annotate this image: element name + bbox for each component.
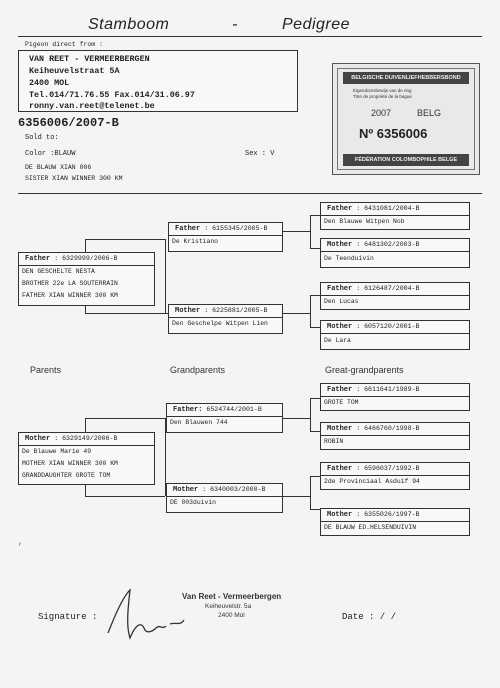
fm-name: Den Geschelpe Witpen Lien	[172, 320, 268, 327]
ff-name: De Kristiano	[172, 238, 219, 245]
stamp-name: Van Reet - Vermeerbergen	[182, 592, 282, 601]
mother-label: Mother	[25, 435, 51, 443]
owner-caption: Pigeon direct from :	[25, 41, 104, 48]
father-ring: : 6329999/2006-B	[54, 255, 118, 262]
mother-line-2: MOTHER XIAN WINNER 300 KM	[22, 460, 118, 467]
mf-name: Den Blauwen 744	[170, 419, 228, 426]
title-left: Stamboom	[88, 16, 170, 33]
sold-to-label: Sold to:	[25, 134, 59, 142]
header-divider	[18, 36, 482, 37]
mmm-box: Mother : 6355026/1997-B DE BLAUW ED.HELSENDUIVIN	[320, 508, 470, 536]
owner-email: ronny.van.reet@telenet.be	[29, 101, 155, 111]
mother-line-1: De Blauwe Marie 49	[22, 448, 92, 455]
ring-country: BELG	[417, 108, 442, 118]
fmm-box: Mother : 6057120/2001-B De Lara	[320, 320, 470, 350]
ring-certificate	[332, 63, 480, 175]
col-parents: Parents	[30, 365, 62, 375]
ring-top-banner: BELGISCHE DUIVENLIEFHEBBERSBOND	[343, 72, 469, 84]
father-line-2: BROTHER 22e LA SOUTERRAIN	[22, 280, 118, 287]
ffm-box: Mother : 6481302/2003-B De Teenduivin	[320, 238, 470, 268]
mother-box	[18, 432, 155, 485]
grandfather-maternal-box: Father: 6524744/2001-B Den Blauwen 744	[166, 403, 283, 433]
owner-city: 2400 MOL	[29, 78, 70, 88]
father-box	[18, 252, 155, 306]
color-label: Color :BLAUW	[25, 150, 76, 158]
owner-box	[18, 50, 298, 112]
mm-name: DE 003duivin	[170, 499, 217, 506]
father-label: Father	[25, 255, 51, 263]
title-right: Pedigree	[282, 16, 351, 33]
title-dash: -	[232, 16, 238, 33]
pigeon-note-2: SISTER XIAN WINNER 300 KM	[25, 175, 123, 182]
signature-label: Signature :	[38, 612, 98, 622]
mfm-box: Mother : 6466760/1998-B ROBIN	[320, 422, 470, 450]
father-line-1: DEN GESCHELTE NESTA	[22, 268, 95, 275]
pigeon-note-1: DE BLAUW XIAN 006	[25, 164, 92, 171]
details-divider	[18, 193, 482, 194]
mff-box: Father : 6611641/1989-B GROTE TOM	[320, 383, 470, 411]
mmf-box: Father : 6596037/1992-B 2de Provinciaal Asduif 94	[320, 462, 470, 490]
margin-mark: ,	[18, 538, 23, 547]
father-line-3: FATHER XIAN WINNER 300 KM	[22, 292, 118, 299]
fmf-box: Father : 6126487/2004-B Den Lucas	[320, 282, 470, 310]
mother-ring: : 6329149/2006-B	[54, 435, 118, 442]
grandfather-paternal-box: Father : 6155345/2005-B De Kristiano	[168, 222, 283, 252]
ring-bottom-banner: FÉDÉRATION COLOMBOPHILE BELGE	[343, 154, 469, 166]
signature-scribble	[100, 578, 210, 648]
pigeon-ring-number: 6356006/2007-B	[18, 116, 119, 130]
mother-line-3: GRANDDAUGHTER GROTE TOM	[22, 472, 111, 479]
grandmother-maternal-box: Mother : 6340003/2000-B DE 003duivin	[166, 483, 283, 513]
ring-number: Nº 6356006	[359, 126, 428, 141]
ring-year: 2007	[371, 108, 392, 118]
col-grandparents: Grandparents	[170, 365, 226, 375]
stamp-street: Keiheuvelstr. 5a	[205, 603, 252, 610]
owner-street: Keiheuvelstraat 5A	[29, 66, 120, 76]
ring-sub1: Eigendomsbewijs van de ring	[353, 88, 412, 93]
col-great-grandparents: Great-grandparents	[325, 365, 404, 375]
ring-sub2: Titre de propriété de la bague	[353, 94, 412, 99]
fff-box: Father : 6431081/2004-B Den Blauwe Witpen Nob	[320, 202, 470, 230]
sex-label: Sex : V	[245, 150, 275, 158]
grandmother-paternal-box: Mother : 6225881/2005-B Den Geschelpe Witpen Lien	[168, 304, 283, 334]
date-label: Date : / /	[342, 612, 397, 622]
owner-name: VAN REET - VERMEERBERGEN	[29, 54, 150, 64]
owner-phone: Tel.014/71.76.55 Fax.014/31.06.97	[29, 90, 195, 100]
stamp-city: 2400 Mol	[218, 612, 245, 619]
